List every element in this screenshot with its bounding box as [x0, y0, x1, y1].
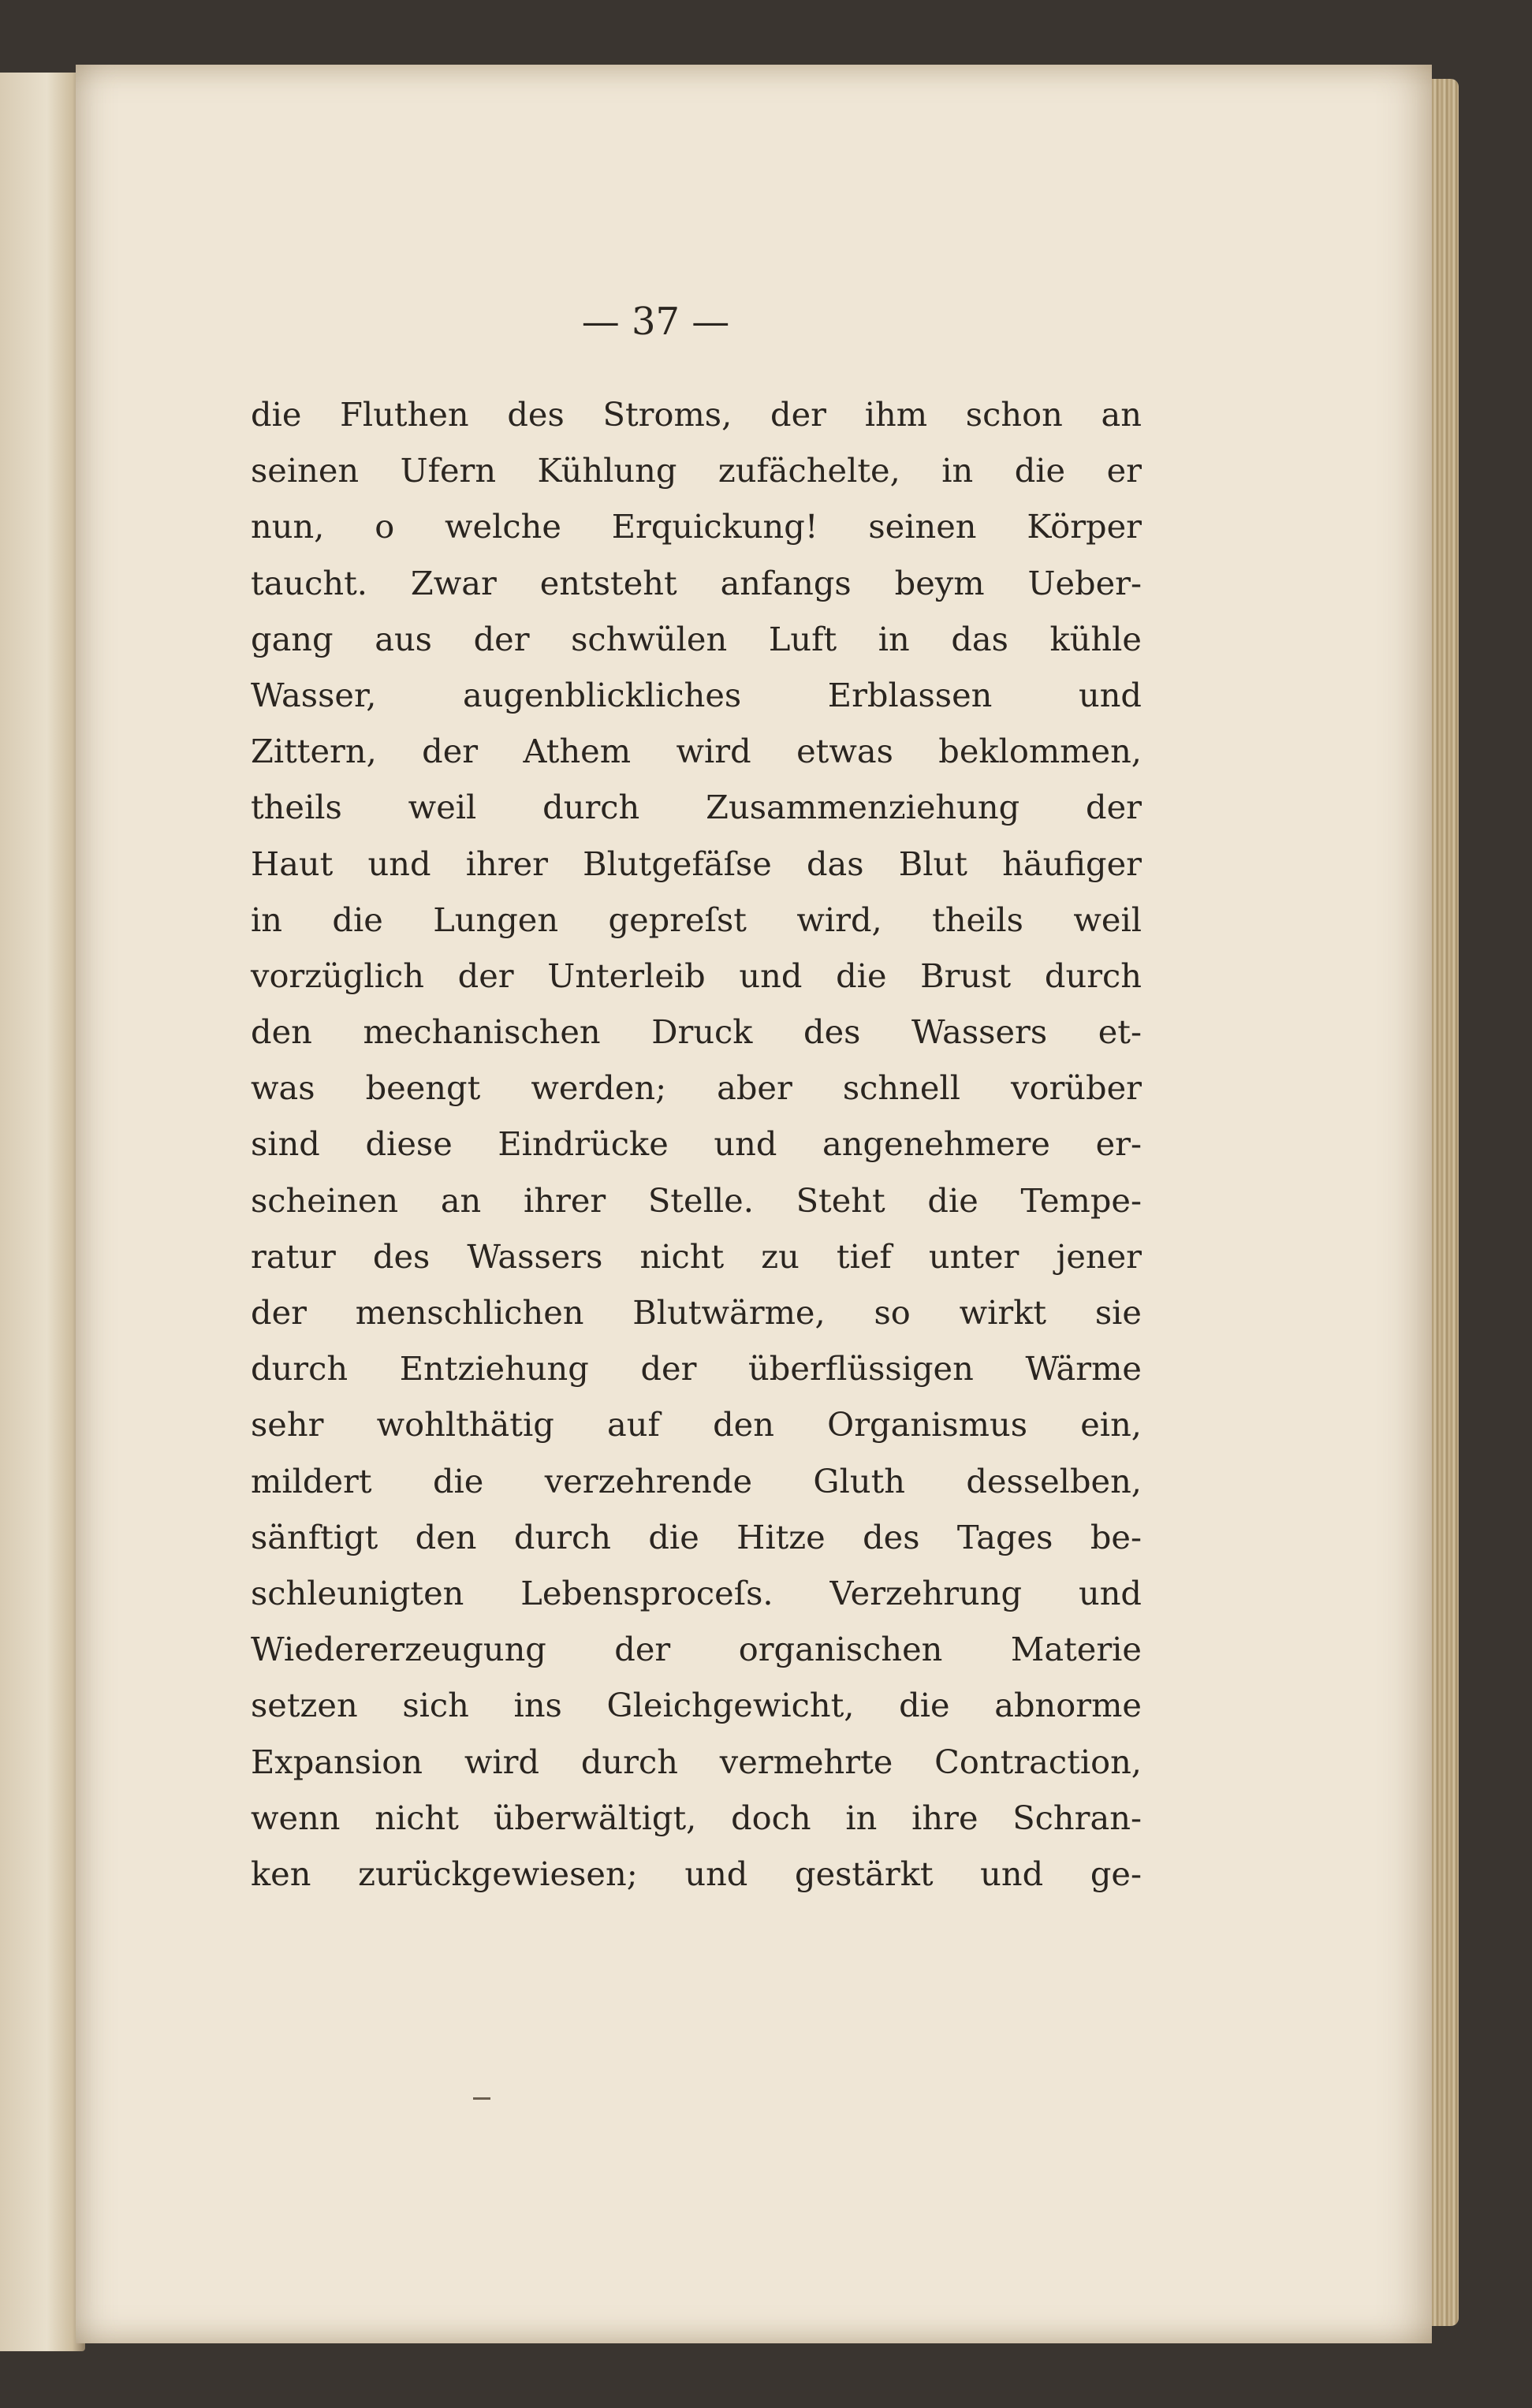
text-line: sind diese Eindrücke und angenehmere er- [251, 1124, 1142, 1164]
text-line: die Fluthen des Stroms, der ihm schon an [251, 395, 1142, 434]
text-line: der menschlichen Blutwärme, so wirkt sie [251, 1293, 1142, 1332]
text-line: ratur des Wassers nicht zu tief unter jener [251, 1236, 1142, 1276]
text-line: taucht. Zwar entsteht anfangs beym Ueber- [251, 563, 1142, 602]
text-line: Wasser, augenblickliches Erblassen und [251, 675, 1142, 714]
text-line: vorzüglich der Unterleib und die Brust durch [251, 956, 1142, 995]
text-line: ken zurückgewiesen; und gestärkt und ge- [251, 1854, 1142, 1893]
left-page-edge [0, 73, 85, 2351]
text-line: Haut und ihrer Blutgefäſse das Blut häufiger [251, 844, 1142, 883]
printer-mark [473, 2097, 490, 2100]
text-line: scheinen an ihrer Stelle. Steht die Tempe- [251, 1180, 1142, 1220]
text-line: mildert die verzehrende Gluth desselben, [251, 1461, 1142, 1500]
text-line: Wiedererzeugung der organischen Materie [251, 1630, 1142, 1669]
text-line: den mechanischen Druck des Wassers et- [251, 1012, 1142, 1052]
text-line: gang aus der schwülen Luft in das kühle [251, 619, 1142, 658]
text-line: Zittern, der Athem wird etwas beklommen, [251, 732, 1142, 771]
page-number: — 37 — [581, 300, 730, 344]
text-line: nun, o welche Erquickung! seinen Körper [251, 507, 1142, 546]
text-line: theils weil durch Zusammenziehung der [251, 788, 1142, 827]
text-line: Expansion wird durch vermehrte Contraction, [251, 1742, 1142, 1781]
text-line: sehr wohlthätig auf den Organismus ein, [251, 1405, 1142, 1444]
text-line: durch Entziehung der überflüssigen Wärme [251, 1349, 1142, 1389]
text-line: was beengt werden; aber schnell vorüber [251, 1068, 1142, 1108]
text-line: setzen sich ins Gleichgewicht, die abnorme [251, 1686, 1142, 1725]
text-line: in die Lungen gepreſst wird, theils weil [251, 900, 1142, 939]
text-line: sänftigt den durch die Hitze des Tages be- [251, 1517, 1142, 1556]
body-text [251, 386, 1142, 1902]
text-line: schleunigten Lebensproceſs. Verzehrung und [251, 1573, 1142, 1612]
text-line: wenn nicht überwältigt, doch in ihre Schran- [251, 1798, 1142, 1837]
text-line: seinen Ufern Kühlung zufächelte, in die er [251, 451, 1142, 490]
